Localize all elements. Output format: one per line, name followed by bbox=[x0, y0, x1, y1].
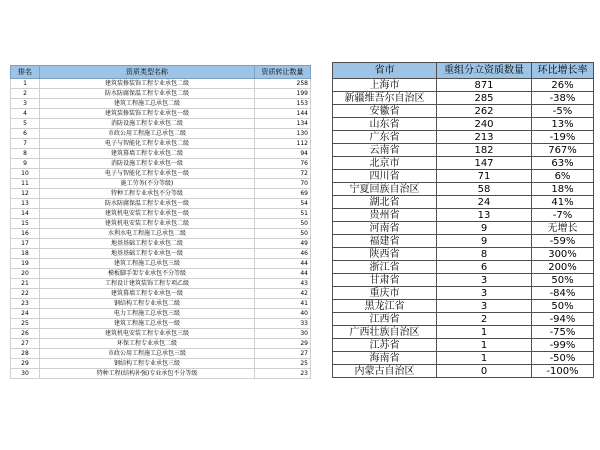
table-row bbox=[11, 229, 311, 239]
rank-cell: 26 bbox=[11, 329, 40, 339]
table-row bbox=[11, 119, 311, 129]
right-table-body bbox=[333, 79, 594, 378]
table-row bbox=[11, 239, 311, 249]
qualification-name-cell: 建筑幕墙工程专业承包二级 bbox=[40, 149, 255, 159]
growth-rate-cell: 41% bbox=[532, 196, 594, 209]
table-row bbox=[333, 144, 594, 157]
table-row bbox=[11, 189, 311, 199]
transfer-count-cell: 25 bbox=[255, 359, 311, 369]
table-row bbox=[333, 326, 594, 339]
table-row bbox=[333, 339, 594, 352]
province-cell: 江苏省 bbox=[333, 339, 437, 352]
qualification-name-cell: 市政公用工程施工总承包三级 bbox=[40, 349, 255, 359]
province-cell: 甘肃省 bbox=[333, 274, 437, 287]
transfer-count-cell: 46 bbox=[255, 249, 311, 259]
province-cell: 江西省 bbox=[333, 313, 437, 326]
table-row bbox=[11, 299, 311, 309]
restructure-count-cell: 71 bbox=[437, 170, 532, 183]
qualification-name-cell: 环保工程专业承包二级 bbox=[40, 339, 255, 349]
table-row bbox=[11, 279, 311, 289]
restructure-count-cell: 24 bbox=[437, 196, 532, 209]
table-row bbox=[11, 249, 311, 259]
qualification-name-cell: 建筑装修装饰工程专业承包一级 bbox=[40, 109, 255, 119]
transfer-count-cell: 33 bbox=[255, 319, 311, 329]
table-row bbox=[11, 369, 311, 379]
province-cell: 内蒙古自治区 bbox=[333, 365, 437, 378]
rank-cell: 8 bbox=[11, 149, 40, 159]
table-row bbox=[333, 183, 594, 196]
transfer-count-cell: 70 bbox=[255, 179, 311, 189]
rank-cell: 1 bbox=[11, 79, 40, 89]
table-row bbox=[333, 105, 594, 118]
province-cell: 上海市 bbox=[333, 79, 437, 92]
transfer-count-cell: 72 bbox=[255, 169, 311, 179]
qualification-name-cell: 地基基础工程专业承包二级 bbox=[40, 239, 255, 249]
table-row bbox=[333, 261, 594, 274]
rank-cell: 16 bbox=[11, 229, 40, 239]
rank-cell: 12 bbox=[11, 189, 40, 199]
rank-cell: 30 bbox=[11, 369, 40, 379]
rank-cell: 13 bbox=[11, 199, 40, 209]
right-header-row bbox=[333, 63, 594, 79]
province-cell: 四川省 bbox=[333, 170, 437, 183]
table-row bbox=[11, 139, 311, 149]
province-restructure-table bbox=[332, 62, 594, 378]
growth-rate-cell: 18% bbox=[532, 183, 594, 196]
header-mom-growth: 环比增长率 bbox=[532, 63, 594, 79]
transfer-count-cell: 134 bbox=[255, 119, 311, 129]
table-row bbox=[11, 179, 311, 189]
table-row bbox=[11, 89, 311, 99]
province-cell: 河南省 bbox=[333, 222, 437, 235]
restructure-count-cell: 262 bbox=[437, 105, 532, 118]
qualification-name-cell: 施工劳务(不分等级) bbox=[40, 179, 255, 189]
growth-rate-cell: -99% bbox=[532, 339, 594, 352]
table-row bbox=[11, 329, 311, 339]
transfer-count-cell: 23 bbox=[255, 369, 311, 379]
growth-rate-cell: -84% bbox=[532, 287, 594, 300]
restructure-count-cell: 8 bbox=[437, 248, 532, 261]
growth-rate-cell: 63% bbox=[532, 157, 594, 170]
rank-cell: 24 bbox=[11, 309, 40, 319]
qualification-name-cell: 工程设计建筑装饰工程专项乙级 bbox=[40, 279, 255, 289]
rank-cell: 10 bbox=[11, 169, 40, 179]
restructure-count-cell: 213 bbox=[437, 131, 532, 144]
growth-rate-cell: 26% bbox=[532, 79, 594, 92]
growth-rate-cell: 300% bbox=[532, 248, 594, 261]
table-row bbox=[333, 222, 594, 235]
growth-rate-cell: -7% bbox=[532, 209, 594, 222]
rank-cell: 18 bbox=[11, 249, 40, 259]
rank-cell: 2 bbox=[11, 89, 40, 99]
table-row bbox=[333, 79, 594, 92]
rank-cell: 4 bbox=[11, 109, 40, 119]
qualification-name-cell: 建筑机电安装工程专业承包二级 bbox=[40, 219, 255, 229]
qualification-name-cell: 建筑工程施工总承包三级 bbox=[40, 259, 255, 269]
transfer-count-cell: 112 bbox=[255, 139, 311, 149]
qualification-name-cell: 防水防腐保温工程专业承包一级 bbox=[40, 199, 255, 209]
province-cell: 海南省 bbox=[333, 352, 437, 365]
table-row bbox=[11, 339, 311, 349]
growth-rate-cell: 50% bbox=[532, 274, 594, 287]
table-row bbox=[333, 209, 594, 222]
growth-rate-cell: -94% bbox=[532, 313, 594, 326]
header-qualification-type: 资质类型名称 bbox=[40, 66, 255, 79]
table-row bbox=[11, 319, 311, 329]
qualification-name-cell: 电子与智能化工程专业承包一级 bbox=[40, 169, 255, 179]
table-row bbox=[333, 118, 594, 131]
rank-cell: 22 bbox=[11, 289, 40, 299]
rank-cell: 29 bbox=[11, 359, 40, 369]
table-row bbox=[333, 157, 594, 170]
transfer-count-cell: 44 bbox=[255, 269, 311, 279]
table-row bbox=[11, 199, 311, 209]
transfer-count-cell: 44 bbox=[255, 259, 311, 269]
province-cell: 湖北省 bbox=[333, 196, 437, 209]
restructure-count-cell: 1 bbox=[437, 339, 532, 352]
growth-rate-cell: 13% bbox=[532, 118, 594, 131]
restructure-count-cell: 9 bbox=[437, 222, 532, 235]
qualification-name-cell: 地基基础工程专业承包一级 bbox=[40, 249, 255, 259]
rank-cell: 14 bbox=[11, 209, 40, 219]
table-row bbox=[333, 235, 594, 248]
table-row bbox=[333, 300, 594, 313]
qualification-name-cell: 特种工程专业承包不分等级 bbox=[40, 189, 255, 199]
rank-cell: 20 bbox=[11, 269, 40, 279]
qualification-name-cell: 建筑工程施工总承包二级 bbox=[40, 99, 255, 109]
restructure-count-cell: 2 bbox=[437, 313, 532, 326]
qualification-name-cell: 模板脚手架专业承包不分等级 bbox=[40, 269, 255, 279]
table-row bbox=[11, 169, 311, 179]
qualification-name-cell: 电力工程施工总承包三级 bbox=[40, 309, 255, 319]
table-row bbox=[333, 313, 594, 326]
rank-cell: 25 bbox=[11, 319, 40, 329]
transfer-count-cell: 29 bbox=[255, 339, 311, 349]
province-cell: 陕西省 bbox=[333, 248, 437, 261]
restructure-count-cell: 285 bbox=[437, 92, 532, 105]
province-cell: 新疆维吾尔自治区 bbox=[333, 92, 437, 105]
qualification-name-cell: 消防设施工程专业承包二级 bbox=[40, 119, 255, 129]
table-row bbox=[11, 259, 311, 269]
qualification-name-cell: 建筑工程施工总承包一级 bbox=[40, 319, 255, 329]
qualification-name-cell: 电子与智能化工程专业承包二级 bbox=[40, 139, 255, 149]
header-province: 省市 bbox=[333, 63, 437, 79]
growth-rate-cell: 50% bbox=[532, 300, 594, 313]
restructure-count-cell: 3 bbox=[437, 287, 532, 300]
table-row bbox=[11, 149, 311, 159]
transfer-count-cell: 144 bbox=[255, 109, 311, 119]
table-row bbox=[11, 349, 311, 359]
restructure-count-cell: 13 bbox=[437, 209, 532, 222]
rank-cell: 17 bbox=[11, 239, 40, 249]
table-row bbox=[333, 170, 594, 183]
restructure-count-cell: 871 bbox=[437, 79, 532, 92]
transfer-count-cell: 27 bbox=[255, 349, 311, 359]
left-header-row bbox=[11, 66, 311, 79]
growth-rate-cell: -19% bbox=[532, 131, 594, 144]
province-cell: 云南省 bbox=[333, 144, 437, 157]
table-row bbox=[11, 359, 311, 369]
province-cell: 安徽省 bbox=[333, 105, 437, 118]
table-row bbox=[333, 196, 594, 209]
rank-cell: 27 bbox=[11, 339, 40, 349]
transfer-count-cell: 50 bbox=[255, 229, 311, 239]
growth-rate-cell: 767% bbox=[532, 144, 594, 157]
province-cell: 福建省 bbox=[333, 235, 437, 248]
transfer-count-cell: 30 bbox=[255, 329, 311, 339]
table-row bbox=[11, 269, 311, 279]
transfer-count-cell: 41 bbox=[255, 299, 311, 309]
province-cell: 宁夏回族自治区 bbox=[333, 183, 437, 196]
table-row bbox=[333, 274, 594, 287]
growth-rate-cell: -38% bbox=[532, 92, 594, 105]
rank-cell: 23 bbox=[11, 299, 40, 309]
transfer-count-cell: 199 bbox=[255, 89, 311, 99]
header-transfer-count: 资质转让数量 bbox=[255, 66, 311, 79]
transfer-count-cell: 40 bbox=[255, 309, 311, 319]
restructure-count-cell: 3 bbox=[437, 300, 532, 313]
rank-cell: 11 bbox=[11, 179, 40, 189]
province-cell: 山东省 bbox=[333, 118, 437, 131]
qualification-name-cell: 市政公用工程施工总承包二级 bbox=[40, 129, 255, 139]
restructure-count-cell: 1 bbox=[437, 352, 532, 365]
transfer-count-cell: 50 bbox=[255, 219, 311, 229]
growth-rate-cell: 无增长 bbox=[532, 222, 594, 235]
table-row bbox=[11, 99, 311, 109]
restructure-count-cell: 182 bbox=[437, 144, 532, 157]
transfer-count-cell: 54 bbox=[255, 199, 311, 209]
qualification-name-cell: 防水防腐保温工程专业承包二级 bbox=[40, 89, 255, 99]
province-cell: 广西壮族自治区 bbox=[333, 326, 437, 339]
table-row bbox=[333, 365, 594, 378]
restructure-count-cell: 240 bbox=[437, 118, 532, 131]
qualification-name-cell: 钢结构工程专业承包二级 bbox=[40, 299, 255, 309]
table-row bbox=[11, 209, 311, 219]
restructure-count-cell: 58 bbox=[437, 183, 532, 196]
province-cell: 重庆市 bbox=[333, 287, 437, 300]
header-rank: 排名 bbox=[11, 66, 40, 79]
left-table-header bbox=[11, 66, 311, 79]
province-cell: 贵州省 bbox=[333, 209, 437, 222]
growth-rate-cell: 6% bbox=[532, 170, 594, 183]
growth-rate-cell: -50% bbox=[532, 352, 594, 365]
qualification-name-cell: 水利水电工程施工总承包二级 bbox=[40, 229, 255, 239]
qualification-transfer-ranking-table bbox=[10, 65, 311, 379]
transfer-count-cell: 49 bbox=[255, 239, 311, 249]
table-row bbox=[333, 248, 594, 261]
growth-rate-cell: -59% bbox=[532, 235, 594, 248]
table-row bbox=[11, 79, 311, 89]
transfer-count-cell: 51 bbox=[255, 209, 311, 219]
restructure-count-cell: 9 bbox=[437, 235, 532, 248]
growth-rate-cell: -75% bbox=[532, 326, 594, 339]
qualification-name-cell: 建筑机电安装工程专业承包三级 bbox=[40, 329, 255, 339]
qualification-name-cell: 建筑装修装饰工程专业承包二级 bbox=[40, 79, 255, 89]
growth-rate-cell: -100% bbox=[532, 365, 594, 378]
table-row bbox=[11, 219, 311, 229]
transfer-count-cell: 94 bbox=[255, 149, 311, 159]
qualification-name-cell: 钢结构工程专业承包三级 bbox=[40, 359, 255, 369]
growth-rate-cell: 200% bbox=[532, 261, 594, 274]
rank-cell: 3 bbox=[11, 99, 40, 109]
province-cell: 黑龙江省 bbox=[333, 300, 437, 313]
table-row bbox=[11, 129, 311, 139]
table-row bbox=[11, 109, 311, 119]
table-row bbox=[333, 352, 594, 365]
transfer-count-cell: 76 bbox=[255, 159, 311, 169]
rank-cell: 5 bbox=[11, 119, 40, 129]
growth-rate-cell: -5% bbox=[532, 105, 594, 118]
rank-cell: 7 bbox=[11, 139, 40, 149]
rank-cell: 19 bbox=[11, 259, 40, 269]
rank-cell: 28 bbox=[11, 349, 40, 359]
rank-cell: 6 bbox=[11, 129, 40, 139]
table-row bbox=[11, 309, 311, 319]
transfer-count-cell: 258 bbox=[255, 79, 311, 89]
transfer-count-cell: 130 bbox=[255, 129, 311, 139]
restructure-count-cell: 6 bbox=[437, 261, 532, 274]
right-table-header bbox=[333, 63, 594, 79]
restructure-count-cell: 147 bbox=[437, 157, 532, 170]
table-row bbox=[11, 159, 311, 169]
transfer-count-cell: 42 bbox=[255, 289, 311, 299]
province-cell: 广东省 bbox=[333, 131, 437, 144]
rank-cell: 21 bbox=[11, 279, 40, 289]
rank-cell: 9 bbox=[11, 159, 40, 169]
transfer-count-cell: 69 bbox=[255, 189, 311, 199]
province-cell: 北京市 bbox=[333, 157, 437, 170]
left-table-body bbox=[11, 79, 311, 379]
rank-cell: 15 bbox=[11, 219, 40, 229]
transfer-count-cell: 43 bbox=[255, 279, 311, 289]
table-row bbox=[333, 131, 594, 144]
restructure-count-cell: 3 bbox=[437, 274, 532, 287]
table-row bbox=[333, 92, 594, 105]
restructure-count-cell: 1 bbox=[437, 326, 532, 339]
qualification-name-cell: 建筑机电安装工程专业承包一级 bbox=[40, 209, 255, 219]
table-row bbox=[11, 289, 311, 299]
restructure-count-cell: 0 bbox=[437, 365, 532, 378]
qualification-name-cell: 消防设施工程专业承包一级 bbox=[40, 159, 255, 169]
table-row bbox=[333, 287, 594, 300]
province-cell: 浙江省 bbox=[333, 261, 437, 274]
transfer-count-cell: 153 bbox=[255, 99, 311, 109]
header-restructure-count: 重组分立资质数量 bbox=[437, 63, 532, 79]
qualification-name-cell: 建筑幕墙工程专业承包一级 bbox=[40, 289, 255, 299]
qualification-name-cell: 特种工程(结构补强)专业承包不分等级 bbox=[40, 369, 255, 379]
